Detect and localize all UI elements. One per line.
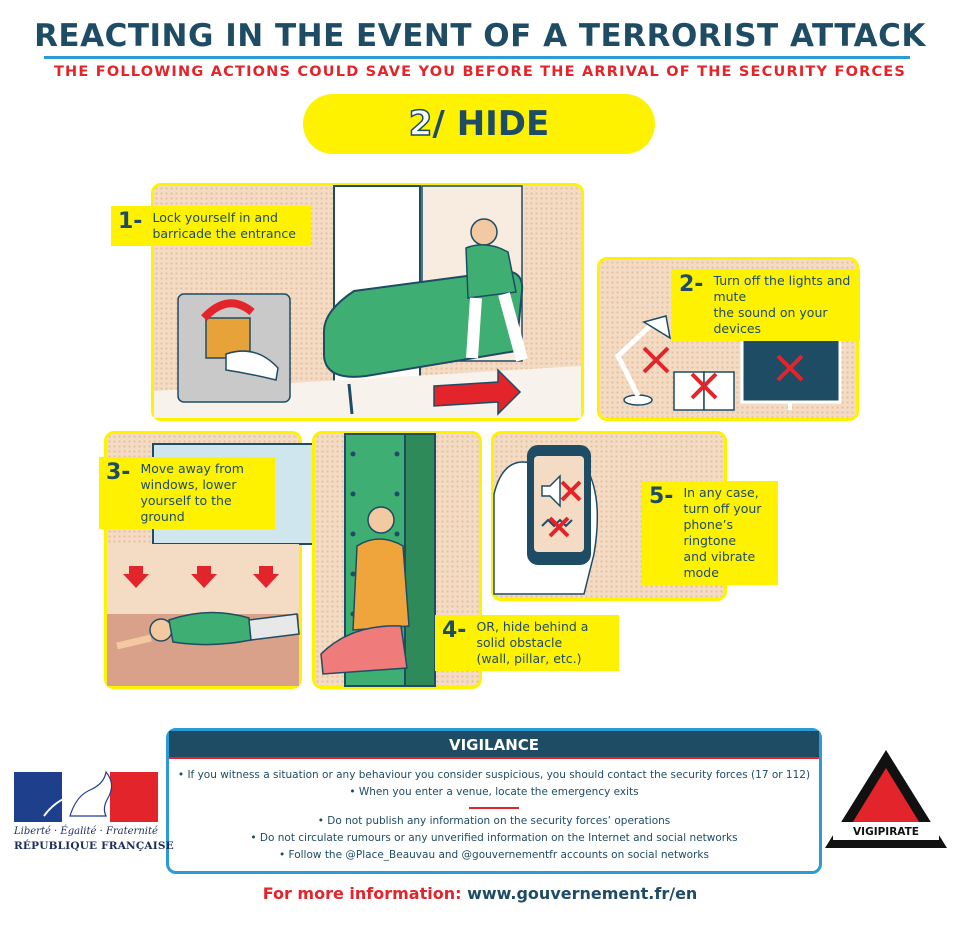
vigilance-box xyxy=(166,728,822,874)
step-2-number: 2- xyxy=(679,272,704,297)
vigilance-item-4: • Do not circulate rumours or any unverified information on the Internet and social networks xyxy=(250,832,738,844)
step-1-text xyxy=(152,210,296,242)
title-underline xyxy=(44,56,910,59)
step-5-text xyxy=(683,485,771,581)
step-2-label xyxy=(672,269,860,341)
step-2-line-2: the sound on your devices xyxy=(713,305,828,336)
marianne-logo xyxy=(14,772,158,822)
step-4-label xyxy=(435,615,619,671)
vigipirate-label: VIGIPIRATE xyxy=(853,826,919,838)
step-5-panel xyxy=(491,431,762,601)
step-3-line-2: windows, lower xyxy=(140,477,237,492)
section-label: HIDE xyxy=(456,104,550,144)
vigipirate-badge xyxy=(823,748,949,852)
step-3-panel xyxy=(104,431,302,689)
republic-name: RÉPUBLIQUE FRANÇAISE xyxy=(14,840,174,852)
footer-url-link[interactable]: www.gouvernement.fr/en xyxy=(467,884,698,903)
step-4-line-1: OR, hide behind a xyxy=(476,619,589,634)
step-5-line-4: and vibrate mode xyxy=(683,549,756,580)
poster-title: REACTING IN THE EVENT OF A TERRORIST ATTACK xyxy=(34,18,926,54)
step-5-line-1: In any case, xyxy=(683,485,759,500)
step-4-line-2: solid obstacle xyxy=(476,635,563,650)
step-4-number: 4- xyxy=(442,618,467,643)
step-4-line-3: (wall, pillar, etc.) xyxy=(476,651,582,666)
step-3-text xyxy=(140,461,268,525)
step-1-label xyxy=(111,206,311,246)
step-1-line-1: Lock yourself in and xyxy=(152,210,278,225)
vigilance-item-3: • Do not publish any information on the security forces’ operations xyxy=(317,815,671,827)
step-5-line-2: turn off your xyxy=(683,501,762,516)
step-4-panel xyxy=(312,431,589,689)
step-3-line-1: Move away from xyxy=(140,461,244,476)
vigilance-divider xyxy=(469,807,519,809)
section-separator: / xyxy=(432,104,445,144)
republic-motto: Liberté · Égalité · Fraternité xyxy=(14,826,158,837)
step-5-number: 5- xyxy=(649,484,674,509)
step-3-number: 3- xyxy=(106,460,131,485)
step-2-panel xyxy=(597,257,859,421)
step-2-line-1: Turn off the lights and mute xyxy=(713,273,851,304)
section-heading xyxy=(303,94,655,154)
vigilance-item-5: • Follow the @Place_Beauvau and @gouvernementfr accounts on social networks xyxy=(279,849,709,861)
section-number: 2 xyxy=(408,104,433,144)
step-5-label xyxy=(642,481,778,585)
vigilance-item-2: • When you enter a venue, locate the emergency exits xyxy=(349,786,639,798)
step-3-label xyxy=(99,457,275,529)
vigilance-title: VIGILANCE xyxy=(169,731,819,759)
step-2-text xyxy=(713,273,853,337)
vigilance-item-1: • If you witness a situation or any behaviour you consider suspicious, you should contact the security forces (17 or 112) xyxy=(177,769,811,781)
footer-prefix: For more information: xyxy=(262,884,462,903)
step-1-panel xyxy=(118,183,584,421)
footer-info xyxy=(0,884,960,903)
step-1-line-2: barricade the entrance xyxy=(152,226,296,241)
poster-subtitle: THE FOLLOWING ACTIONS COULD SAVE YOU BEFORE THE ARRIVAL OF THE SECURITY FORCES xyxy=(53,64,907,80)
step-3-line-3: yourself to the ground xyxy=(140,493,232,524)
step-1-number: 1- xyxy=(118,209,143,234)
step-5-line-3: phone’s ringtone xyxy=(683,517,737,548)
step-4-text xyxy=(476,619,588,667)
